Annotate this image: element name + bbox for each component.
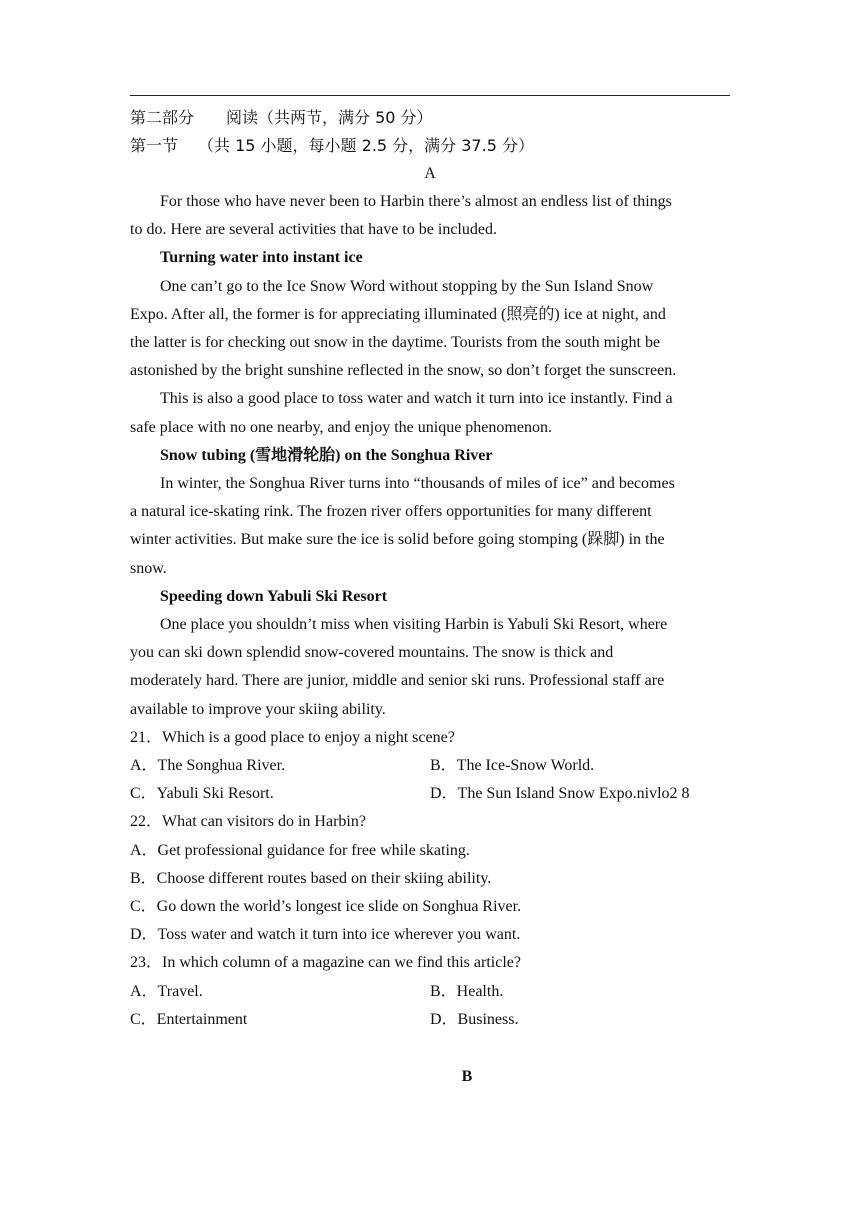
- p3-line-1: In winter, the Songhua River turns into “thousands of miles of ice” and becomes: [160, 475, 675, 492]
- p1-line-3: the latter is for checking out snow in the daytime. Tourists from the south might be: [130, 334, 661, 351]
- q21-option-c[interactable]: C．Yabuli Ski Resort.: [130, 785, 274, 802]
- part-heading: [130, 108, 433, 128]
- q22-option-b[interactable]: B．Choose different routes based on their skiing ability.: [130, 870, 492, 887]
- intro-line-2: to do. Here are several activities that have to be included.: [130, 221, 497, 238]
- p1-line-2: Expo. After all, the former is for appreciating illuminated (照亮的) ice at night, and: [130, 306, 666, 323]
- heading-1: Turning water into instant ice: [160, 249, 363, 266]
- p4-line-4: available to improve your skiing ability.: [130, 701, 386, 718]
- question-23: 23．In which column of a magazine can we find this article?: [130, 954, 521, 971]
- q23-option-d[interactable]: D．Business.: [430, 1011, 519, 1028]
- p1-line-1: One can’t go to the Ice Snow Word without stopping by the Sun Island Snow: [160, 278, 654, 295]
- q21-option-d[interactable]: D．The Sun Island Snow Expo.nivlo2 8: [430, 785, 690, 802]
- question-22: 22．What can visitors do in Harbin?: [130, 813, 366, 830]
- q23-option-c[interactable]: C．Entertainment: [130, 1011, 248, 1028]
- q22-option-a[interactable]: A．Get professional guidance for free while skating.: [130, 842, 470, 859]
- q21-option-b[interactable]: B．The Ice-Snow World.: [430, 757, 595, 774]
- passage-a-letter: A: [424, 165, 436, 182]
- section-heading: [130, 136, 534, 156]
- intro-line-1: For those who have never been to Harbin there’s almost an endless list of things: [160, 193, 672, 210]
- p3-line-4: snow.: [130, 560, 167, 577]
- p3-line-3: winter activities. But make sure the ice is solid before going stomping (跺脚) in the: [130, 531, 665, 548]
- q22-option-c[interactable]: C．Go down the world’s longest ice slide on Songhua River.: [130, 898, 522, 915]
- q23-option-b[interactable]: B．Health.: [430, 983, 504, 1000]
- section-title: （共 15 小题，每小题 2.5 分，满分 37.5 分）: [198, 136, 534, 155]
- q22-option-d[interactable]: D．Toss water and watch it turn into ice wherever you want.: [130, 926, 521, 943]
- p4-line-3: moderately hard. There are junior, middle and senior ski runs. Professional staff are: [130, 672, 665, 689]
- q23-option-a[interactable]: A．Travel.: [130, 983, 203, 1000]
- p1-line-4: astonished by the bright sunshine reflected in the snow, so don’t forget the sunscreen.: [130, 362, 677, 379]
- part-label: 第二部分: [130, 108, 195, 127]
- p2-line-1: This is also a good place to toss water and watch it turn into ice instantly. Find a: [160, 390, 673, 407]
- top-divider: [130, 95, 730, 96]
- heading-2: Snow tubing (雪地滑轮胎) on the Songhua River: [160, 447, 493, 464]
- part-title: 阅读（共两节，满分 50 分）: [226, 108, 433, 127]
- passage-b-letter: B: [461, 1068, 473, 1085]
- heading-3: Speeding down Yabuli Ski Resort: [160, 588, 388, 605]
- p2-line-2: safe place with no one nearby, and enjoy the unique phenomenon.: [130, 419, 552, 436]
- section-label: 第一节: [130, 136, 179, 155]
- p3-line-2: a natural ice-skating rink. The frozen river offers opportunities for many different: [130, 503, 652, 520]
- q21-option-a[interactable]: A．The Songhua River.: [130, 757, 286, 774]
- p4-line-2: you can ski down splendid snow-covered mountains. The snow is thick and: [130, 644, 614, 661]
- question-21: 21．Which is a good place to enjoy a night scene?: [130, 729, 455, 746]
- p4-line-1: One place you shouldn’t miss when visiting Harbin is Yabuli Ski Resort, where: [160, 616, 668, 633]
